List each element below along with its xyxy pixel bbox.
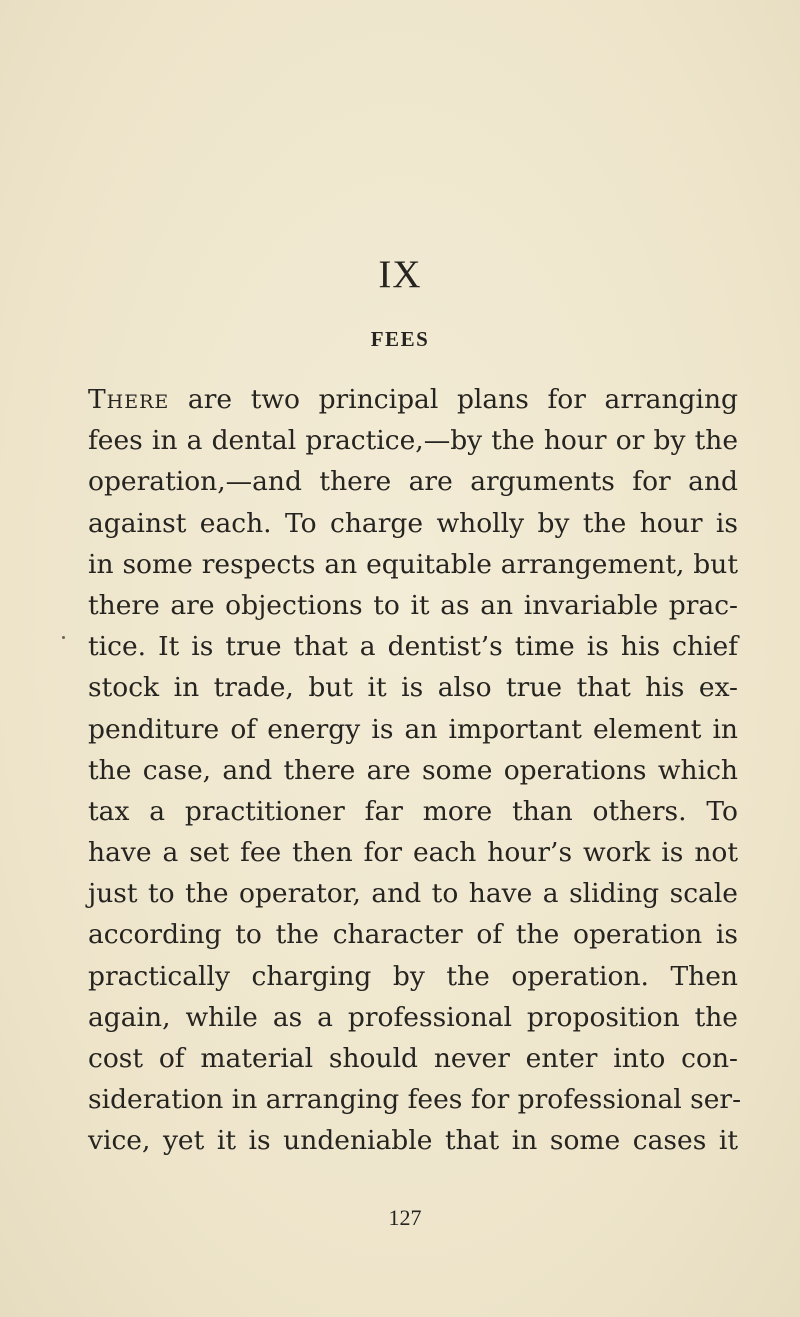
text-line: against each. To charge wholly by the hour is xyxy=(88,507,738,539)
chapter-title: FEES xyxy=(370,327,430,351)
text-line: have a set fee then for each hour’s work is not xyxy=(88,837,738,869)
chapter-number: IX xyxy=(378,253,422,296)
text-line: operation,—and there are arguments for and xyxy=(88,466,738,498)
margin-mark xyxy=(62,636,65,639)
text-line: fees in a dental practice,—by the hour or by the xyxy=(88,425,738,457)
first-line-rest: are two principal plans for arranging xyxy=(169,384,738,415)
text-line: tax a practitioner far more than others. To xyxy=(88,795,738,827)
text-line: in some respects an equitable arrangement, but xyxy=(88,548,738,580)
text-line: stock in trade, but it is also true that his ex- xyxy=(88,672,738,704)
text-line: the case, and there are some operations which xyxy=(88,754,738,786)
text-line: there are objections to it as an invariable prac- xyxy=(88,589,738,621)
text-line: cost of material should never enter into con- xyxy=(88,1043,738,1074)
text-line-1 xyxy=(88,379,738,420)
page-number: 127 xyxy=(388,1205,422,1230)
text-line: penditure of energy is an important element in xyxy=(88,713,738,745)
text-line: tice. It is true that a dentist’s time is his chief xyxy=(88,631,738,663)
text-line: according to the character of the operation is xyxy=(88,919,738,951)
text-line: practically charging by the operation. Then xyxy=(88,960,738,992)
text-line: sideration in arranging fees for professional ser- xyxy=(88,1084,742,1116)
text-line: again, while as a professional proposition the xyxy=(88,1001,738,1033)
text-line: just to the operator, and to have a sliding scale xyxy=(88,878,738,910)
lead-word: There xyxy=(88,384,170,415)
text-line: vice, yet it is undeniable that in some cases it xyxy=(88,1125,738,1157)
body-text xyxy=(88,379,742,1162)
